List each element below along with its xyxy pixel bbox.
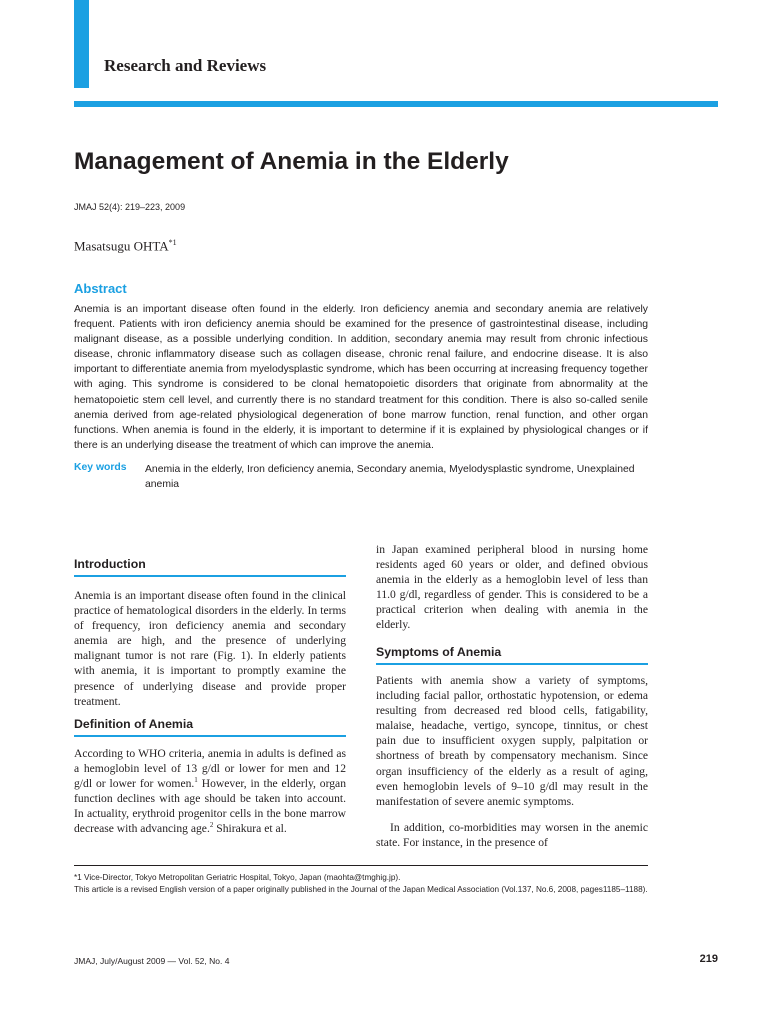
header-accent-bar — [74, 0, 89, 88]
footnote-rule — [74, 865, 648, 866]
symptoms-body-1: Patients with anemia show a variety of symptoms, including facial pallor, orthostatic hypotension, or edema resulting from decreased red blood cells, fatigability, malaise, headache, vertigo, syncope, tinnitus, or chest pain due to insufficient oxygen supply, palpitation or shortness of breath by compensatory mechanism. Since organ insufficiency of the elderly as a result of aging, even hemoglobin levels of 9–10 g/dl may result in the manifestation of severe anemic symptoms. — [376, 674, 648, 808]
keywords-text: Anemia in the elderly, Iron deficiency anemia, Secondary anemia, Myelodysplastic syndrome, Unexplained anemia — [145, 464, 635, 491]
reference-1: 1 — [194, 776, 198, 785]
author-footnote-mark: *1 — [168, 238, 177, 247]
reference-2: 2 — [209, 821, 214, 830]
author-name: Masatsugu OHTA — [74, 238, 169, 254]
symptoms-heading: Symptoms of Anemia — [376, 645, 648, 665]
introduction-body: Anemia is an important disease often found in the clinical practice of hematological disorders in the elderly. In terms of frequency, iron deficiency anemia and secondary anemia are high, and the presence of underlying malignant tumor is not rare (Fig. 1). In elderly patients with anemia, it is important to promptly examine the presence of underlying disease and provide proper treatment. — [74, 589, 346, 708]
definition-body — [74, 746, 346, 837]
footnote-translation-note: This article is a revised English version of a paper originally published in the Journal of the Japan Medical Association (Vol.137, No.6, 2008, pages1185–1188). — [74, 885, 648, 894]
author-line — [74, 238, 177, 254]
header-rule — [74, 101, 718, 107]
introduction-heading: Introduction — [74, 557, 346, 577]
page-number: 219 — [699, 953, 718, 965]
article-title: Management of Anemia in the Elderly — [74, 148, 509, 175]
footnote-affiliation: *1 Vice-Director, Tokyo Metropolitan Geriatric Hospital, Tokyo, Japan (maohta@tmghig.jp). — [74, 873, 401, 882]
abstract-body: Anemia is an important disease often found in the elderly. Iron deficiency anemia and secondary anemia are relatively frequent. Patients with iron deficiency anemia should be examined for the presence of gastrointestinal disease, including malignant disease, as a possible underlying condition. In addition, secondary anemia may result from chronic infectious disease, chronic inflammatory disease such as collagen disease, chronic renal failure, and endocrine disease. It is also important to differentiate anemia from myelodysplastic syndrome, which has been occurring at increasing frequency together with aging. This syndrome is considered to be clonal hematopoietic disorders that originate from abnormality at the hematopoietic stem cell level, and currently there is no standard treatment for this condition. There is also so-called senile anemia derived from age-related physiological degeneration of bone marrow function, renal function, and other organ functions. When anemia is found in the elderly, it is important to determine if it is explained by physiological changes or if there is an underlying disease the treatment of which can improve the anemia. — [74, 304, 648, 451]
symptoms-body-2: In addition, co-morbidities may worsen in the anemic state. For instance, in the presence of — [376, 821, 648, 850]
definition-continued: in Japan examined peripheral blood in nursing home residents aged 60 years or older, and defined obvious anemia in the elderly as a hemoglobin level of less than 11.0 g/dl, regardless of gender. This is considered to be a practical criterion when dealing with anemia in the elderly. — [376, 543, 648, 632]
definition-text-a: According to WHO criteria, anemia in adults is defined as a hemoglobin level of 13 g/dl or lower for men and 12 g/dl or lower for women. — [74, 747, 346, 791]
citation: JMAJ 52(4): 219–223, 2009 — [74, 202, 186, 212]
section-label: Research and Reviews — [104, 56, 267, 75]
definition-heading: Definition of Anemia — [74, 717, 346, 737]
abstract-heading: Abstract — [74, 281, 127, 296]
journal-footer: JMAJ, July/August 2009 — Vol. 52, No. 4 — [74, 956, 230, 966]
keywords-label: Key words — [74, 462, 127, 473]
definition-text-c: Shirakura et al. — [213, 822, 287, 836]
definition-text-b: However, in the elderly, organ function declines with age should be taken into account. In actuality, erythroid progenitor cells in the bone marrow decrease with advancing age. — [74, 777, 346, 836]
